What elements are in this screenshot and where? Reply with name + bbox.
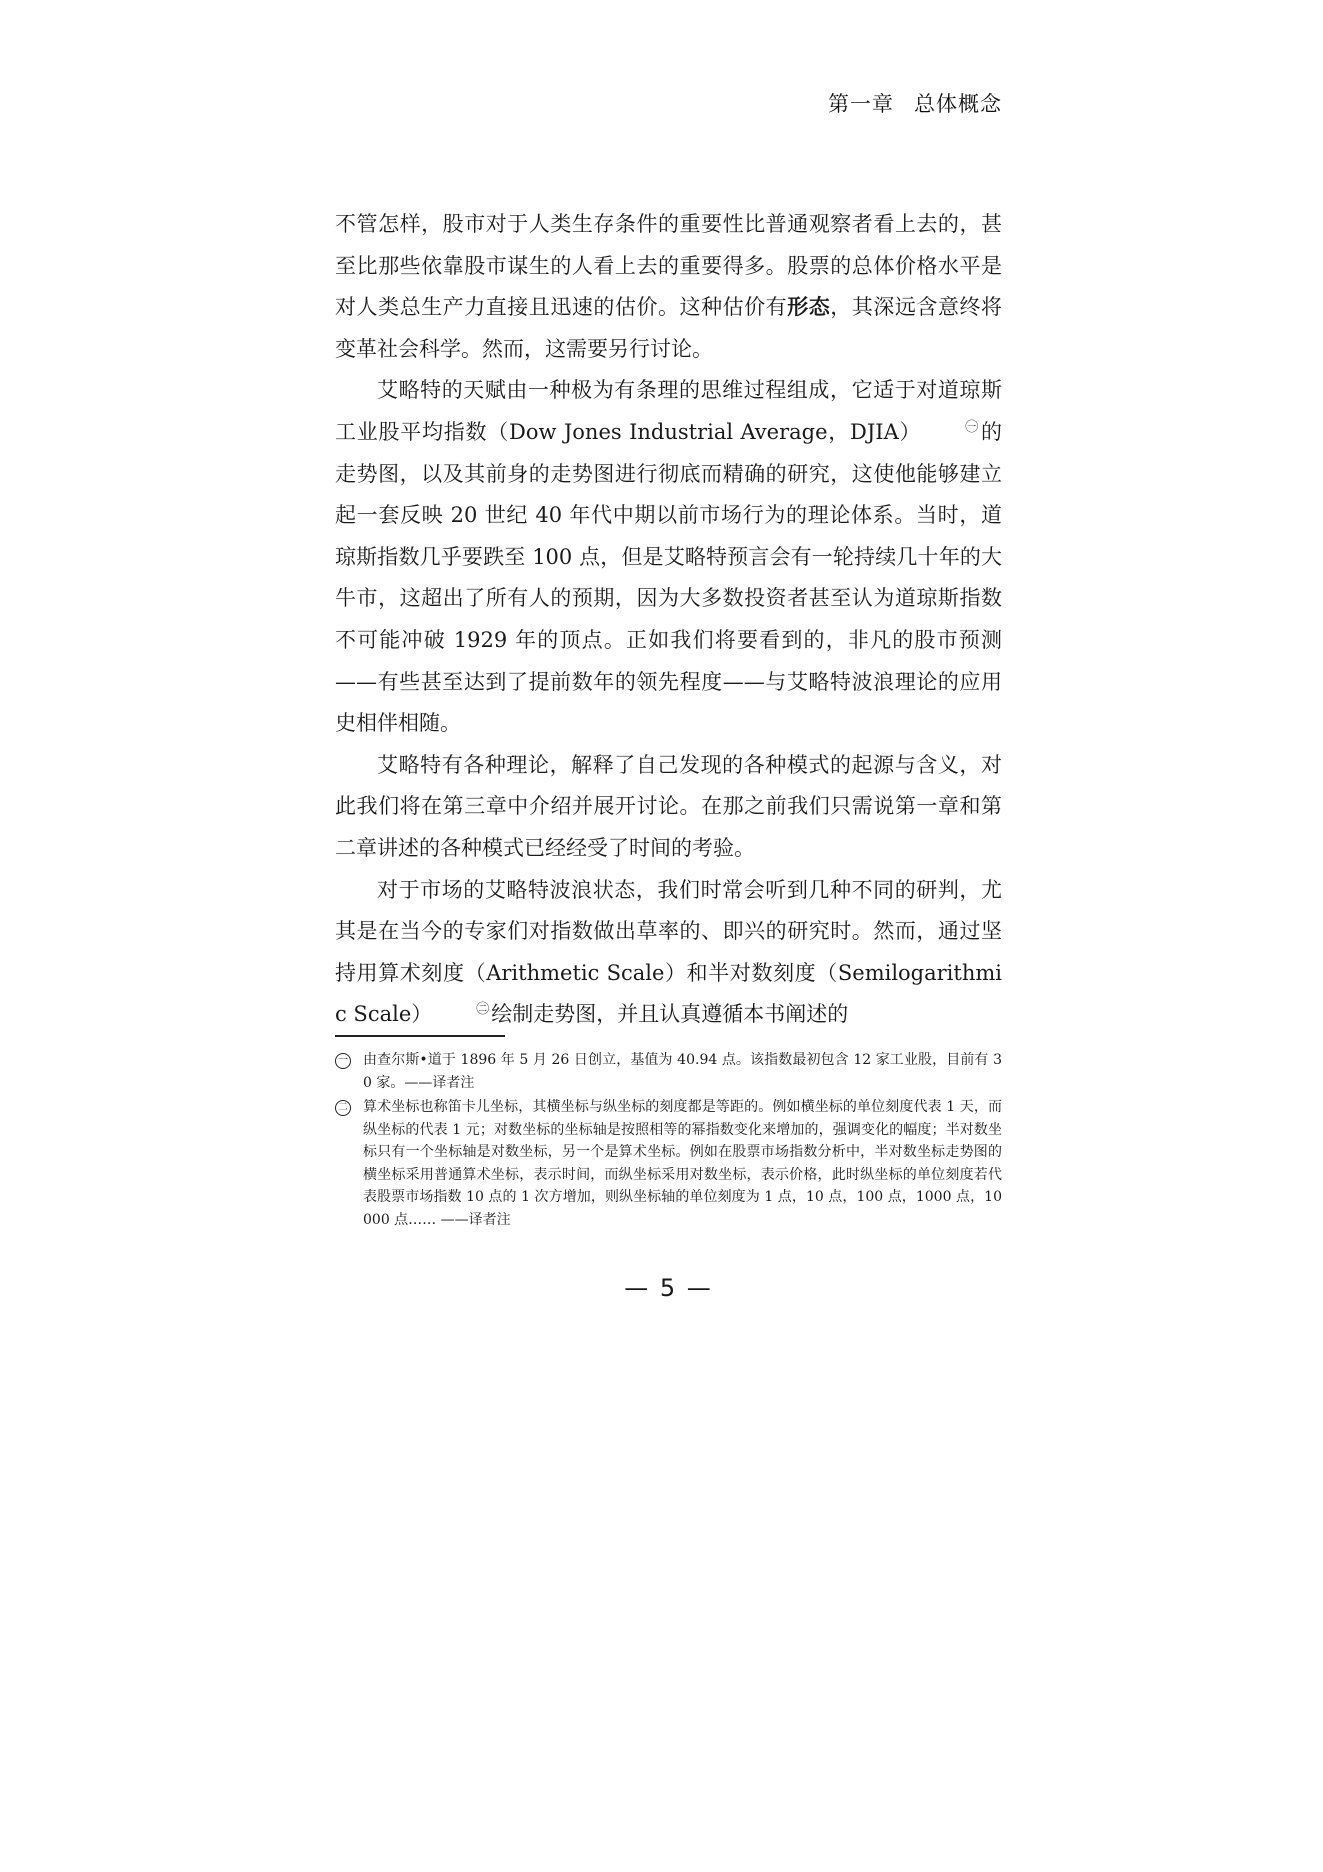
emphasis-term: 形态 [787,295,831,320]
paragraph-1-text-a: 不管怎样，股市对于人类生存条件的重要性比普通观察者看上去的，甚至比那些依靠股市谋生的人看上去的重要得多。股票的总体价格水平是对人类总生产力直接且迅速的估价。这种估价有 [335,212,1002,320]
footnote-1 [335,1049,1002,1094]
footnotes [335,1049,1002,1233]
chapter-title: 总体概念 [914,92,1002,116]
chapter-number: 第一章 [828,92,894,116]
footnote-number-1: 一 [335,1053,351,1069]
paragraph-4 [335,870,1002,1036]
footnote-2 [335,1096,1002,1231]
footnote-divider [335,1035,505,1037]
running-head [335,88,1002,118]
paragraph-2 [335,370,1002,744]
footnote-marker-1[interactable]: ㊀ [965,419,979,435]
paragraph-4-text-a: 对于市场的艾略特波浪状态，我们时常会听到几种不同的研判，尤其是在当今的专家们对指数做出草率的、即兴的研究时。然而，通过坚持用算术刻度（Arithmetic Scale）和半对数刻度（Semilogarithmic Scale） [335,877,1002,1027]
footnote-number-2: 二 [335,1100,351,1116]
paragraph-2-text-b: 的走势图，以及其前身的走势图进行彻底而精确的研究，这使他能够建立起一套反映 20 世纪 40 年代中期以前市场行为的理论体系。当时，道琼斯指数几乎要跌至 100 点，但是艾略特预言会有一轮持续几十年的大牛市，这超出了所有人的预期，因为大多数投资者甚至认为道琼斯指数不可能冲破 1929 年的顶点。正如我们将要看到的，非凡的股市预测——有些甚至达到了提前数年的领先程度——与艾略特波浪理论的应用史相伴相随。 [335,419,1002,736]
footnote-text-2: 算术坐标也称笛卡儿坐标，其横坐标与纵坐标的刻度都是等距的。例如横坐标的单位刻度代表 1 天，而纵坐标的代表 1 元；对数坐标的坐标轴是按照相等的幂指数变化来增加的，强调变化的幅度；半对数坐标只有一个坐标轴是对数坐标，另一个是算术坐标。例如在股票市场指数分析中，半对数坐标走势图的横坐标采用普通算术坐标，表示时间，而纵坐标采用对数坐标，表示价格，此时纵坐标的单位刻度若代表股票市场指数 10 点的 1 次方增加，则纵坐标轴的单位刻度为 1 点，10 点，100 点，1000 点，10000 点…… ——译者注 [363,1099,1002,1228]
page-number: — 5 — [624,1274,713,1302]
body-text [335,204,1002,1036]
paragraph-1-text-b: ，其深远含意终将变革社会科学。然而，这需要另行讨论。 [335,295,1003,361]
paragraph-4-text-b: 绘制走势图，并且认真遵循本书阐述的 [491,1002,849,1027]
paragraph-1 [335,204,1002,370]
footnote-text-1: 由查尔斯•道于 1896 年 5 月 26 日创立，基值为 40.94 点。该指数最初包含 12 家工业股，目前有 30 家。——译者注 [363,1052,1002,1091]
paragraph-3: 艾略特有各种理论，解释了自己发现的各种模式的起源与含义，对此我们将在第三章中介绍并展开讨论。在那之前我们只需说第一章和第二章讲述的各种模式已经经受了时间的考验。 [335,752,1002,860]
footnote-marker-2[interactable]: ㊁ [476,1002,490,1018]
paragraph-2-text-a: 艾略特的天赋由一种极为有条理的思维过程组成，它适于对道琼斯工业股平均指数（Dow Jones Industrial Average，DJIA） [335,378,1002,444]
